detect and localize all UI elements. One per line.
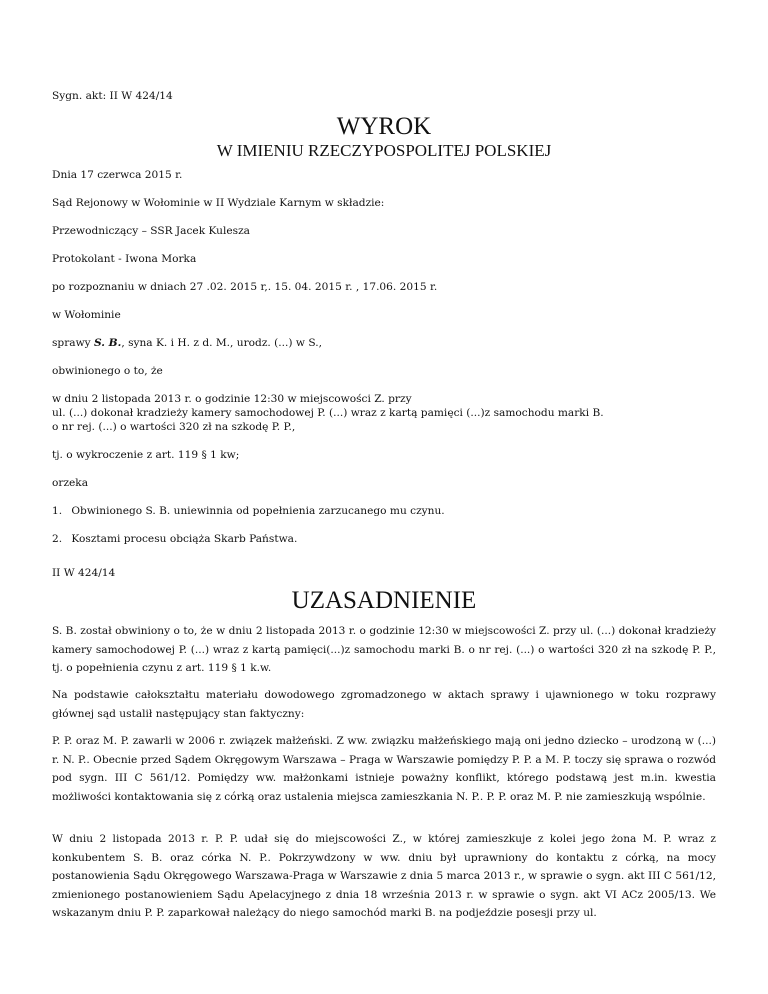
presiding-judge: Przewodniczący – SSR Jacek Kulesza <box>52 225 250 237</box>
accused-of: obwinionego o to, że <box>52 365 163 377</box>
justification-paragraph: W dniu 2 listopada 2013 r. P. P. udał się do miejscowości Z., w której zamieszkuje z kolei jego żona M. P. wraz z konkubentem S. B. oraz córka N. P.. Pokrzywdzony w ww. dniu był uprawniony do kontaktu z córką, na mocy postanowienia Sądu Okręgowego Warszawa-Praga w Warszawie z dnia 5 marca 2013 r., w sprawie o sygn. akt III C 561/12, zmienionego postanowieniem Sądu Apelacyjnego z dnia 18 września 2013 r. w sprawie o sygn. akt VI ACz 2005/13. We wskazanym dniu P. P. zaparkował należący do niego samochód marki B. na podjeździe posesji przy ul. <box>52 833 716 919</box>
point-number: 1. <box>52 505 63 517</box>
hearing-dates: po rozpoznaniu w dniach 27 .02. 2015 r,. 15. 04. 2015 r. , 17.06. 2015 r. <box>52 281 438 293</box>
justification-paragraph: Na podstawie całokształtu materiału dowodowego zgromadzonego w aktach sprawy i ujawnionego w toku rozprawy głównej sąd ustalił następujący stan faktyczny: <box>52 689 716 720</box>
rules-heading: orzeka <box>52 477 89 489</box>
point-text: Obwinionego S. B. uniewinnia od popełnienia zarzucanego mu czynu. <box>71 505 445 517</box>
charge-line: w dniu 2 listopada 2013 r. o godzinie 12:30 w miejscowości Z. przy <box>52 393 412 405</box>
defendant-name: S. B. <box>94 337 122 349</box>
court-clerk: Protokolant - Iwona Morka <box>52 253 197 265</box>
charge-line: o nr rej. (...) o wartości 320 zł na szkodę P. P., <box>52 421 296 433</box>
court-composition: Sąd Rejonowy w Wołominie w II Wydziale Karnym w składzie: <box>52 197 385 209</box>
justification-title: UZASADNIENIE <box>291 587 477 614</box>
charge-line: ul. (...) dokonał kradzieży kamery samochodowej P. (...) wraz z kartą pamięci (...)z samochodu marki B. <box>52 407 604 419</box>
verdict-subtitle: W IMIENIU RZECZYPOSPOLITEJ POLSKIEJ <box>216 141 552 160</box>
point-number: 2. <box>52 533 63 545</box>
hearing-place: w Wołominie <box>52 309 121 321</box>
case-prefix: sprawy <box>52 337 95 349</box>
justification-paragraph: P. P. oraz M. P. zawarli w 2006 r. związek małżeński. Z ww. związku małżeńskiego mają oni jedno dziecko – urodzoną w (...) r. N. P.. Obecnie przed Sądem Okręgowym Warszawa – Praga w Warszawie pomiędzy P. P. a M. P. toczy się sprawa o rozwód pod sygn. III C 561/12. Pomiędzy ww. małżonkami istnieje poważny konflikt, którego podstawą jest m.in. kwestia możliwości kontaktowania się z córką oraz ustalenia miejsca zamieszkania N. P.. P. P. oraz M. P. nie zamieszkują wspólnie. <box>52 735 716 803</box>
case-reference: Sygn. akt: II W 424/14 <box>52 90 173 102</box>
justification-case-reference: II W 424/14 <box>52 567 116 579</box>
legal-article: tj. o wykroczenie z art. 119 § 1 kw; <box>52 449 240 461</box>
justification-paragraph: S. B. został obwiniony o to, że w dniu 2 listopada 2013 r. o godzinie 12:30 w miejscowości Z. przy ul. (...) dokonał kradzieży kamery samochodowej P. (...) wraz z kartą pamięci(...)z samochodu marki B. o nr rej. (...) o wartości 320 zł na szkodę P. P., tj. o popełnienia czynu z art. 119 § 1 k.w. <box>52 625 716 674</box>
verdict-date: Dnia 17 czerwca 2015 r. <box>52 169 183 181</box>
verdict-title: WYROK <box>336 113 432 140</box>
case-subject <box>52 336 322 350</box>
verdict-point <box>52 504 445 518</box>
point-text: Kosztami procesu obciąża Skarb Państwa. <box>71 533 298 545</box>
verdict-point <box>52 532 297 546</box>
case-suffix: , syna K. i H. z d. M., urodz. (...) w S., <box>121 337 322 349</box>
